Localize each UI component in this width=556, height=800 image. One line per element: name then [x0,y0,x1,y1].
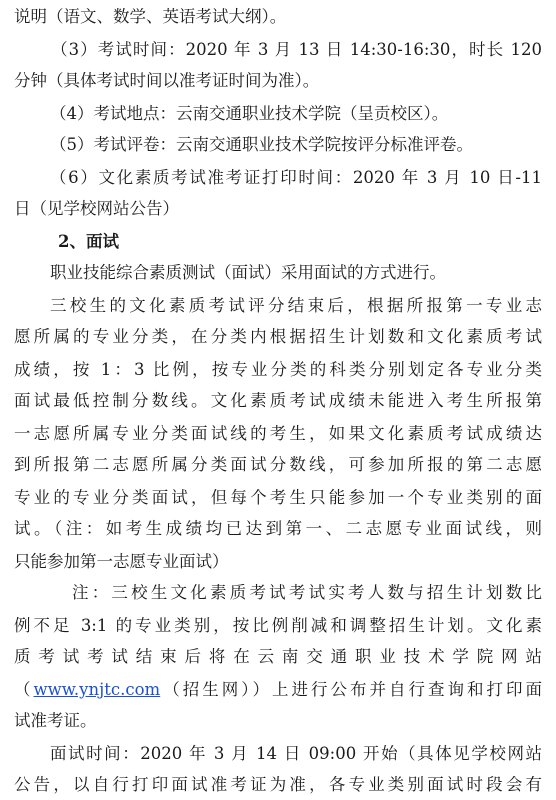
line-5: （5）考试评卷：云南交通职业技术学院按评分标准评卷。 [50,135,473,154]
line-9: 职业技能综合素质测试（面试）采用面试的方式进行。 [50,263,446,282]
link-suffix: （招生网））上进行公布并自行查询和打印面 [160,680,542,699]
line-3: 分钟（具体考试时间以准考证时间为准）。 [14,71,320,90]
line-2-text: （3）考试时间：2020 年 3 月 13 日 14:30-16:30，时长 120 [50,40,542,59]
line-17: 试。（注：如考生成绩均已达到第一、二志愿专业面试线，则 [14,519,542,538]
interview-time-line-2: 公告，以自行打印面试准考证为准，各专业类别面试时段会有 [14,775,542,794]
school-website-link[interactable]: www.ynjtc.com [33,680,161,699]
note-line-5: 试准考证。 [14,711,97,730]
line-18: 只能参加第一志愿专业面试） [14,552,229,571]
line-13: 面试最低控制分数线。文化素质考试成绩未能进入考生所报第 [14,391,542,410]
line-14: 一志愿所属专业分类面试线的考生，如果文化素质考试成绩达 [14,424,542,443]
link-prefix: （ [14,680,34,699]
interview-time-line-1: 面试时间：2020 年 3 月 14 日 09:00 开始（具体见学校网站 [50,744,542,763]
line-16: 专业的专业分类面试，但每个考生只能参加一个专业类别的面 [14,488,542,507]
line-10: 三校生的文化素质考试评分结束后，根据所报第一专业志 [50,296,542,315]
line-12: 成绩，按 1：3 比例，按专业分类的科类分别划定各专业分类 [14,360,542,379]
line-4: （4）考试地点：云南交通职业技术学院（呈贡校区）。 [50,104,449,123]
note-line-4 [14,679,542,703]
line-1: 说明（语文、数学、英语考试大纲）。 [14,7,287,26]
line-6: （6）文化素质考试准考证打印时间：2020 年 3 月 10 日-11 [50,168,542,187]
line-11: 愿所属的专业分类，在分类内根据招生计划数和文化素质考试 [14,327,542,346]
line-7: 日（见学校网站公告） [14,199,179,218]
note-line-2: 例不足 3:1 的专业类别，按比例削减和调整招生计划。文化素 [14,616,542,635]
note-line-3: 质考试考试结束后将在云南交通职业技术学院网站 [14,647,542,666]
note-line-1: 注：三校生文化素质考试考试实考人数与招生计划数比 [72,583,542,602]
line-15: 到所报第二志愿所属分类面试分数线，可参加所报的第二志愿 [14,455,542,474]
section-heading-interview: 2、面试 [58,232,119,251]
line-2 [14,39,542,63]
